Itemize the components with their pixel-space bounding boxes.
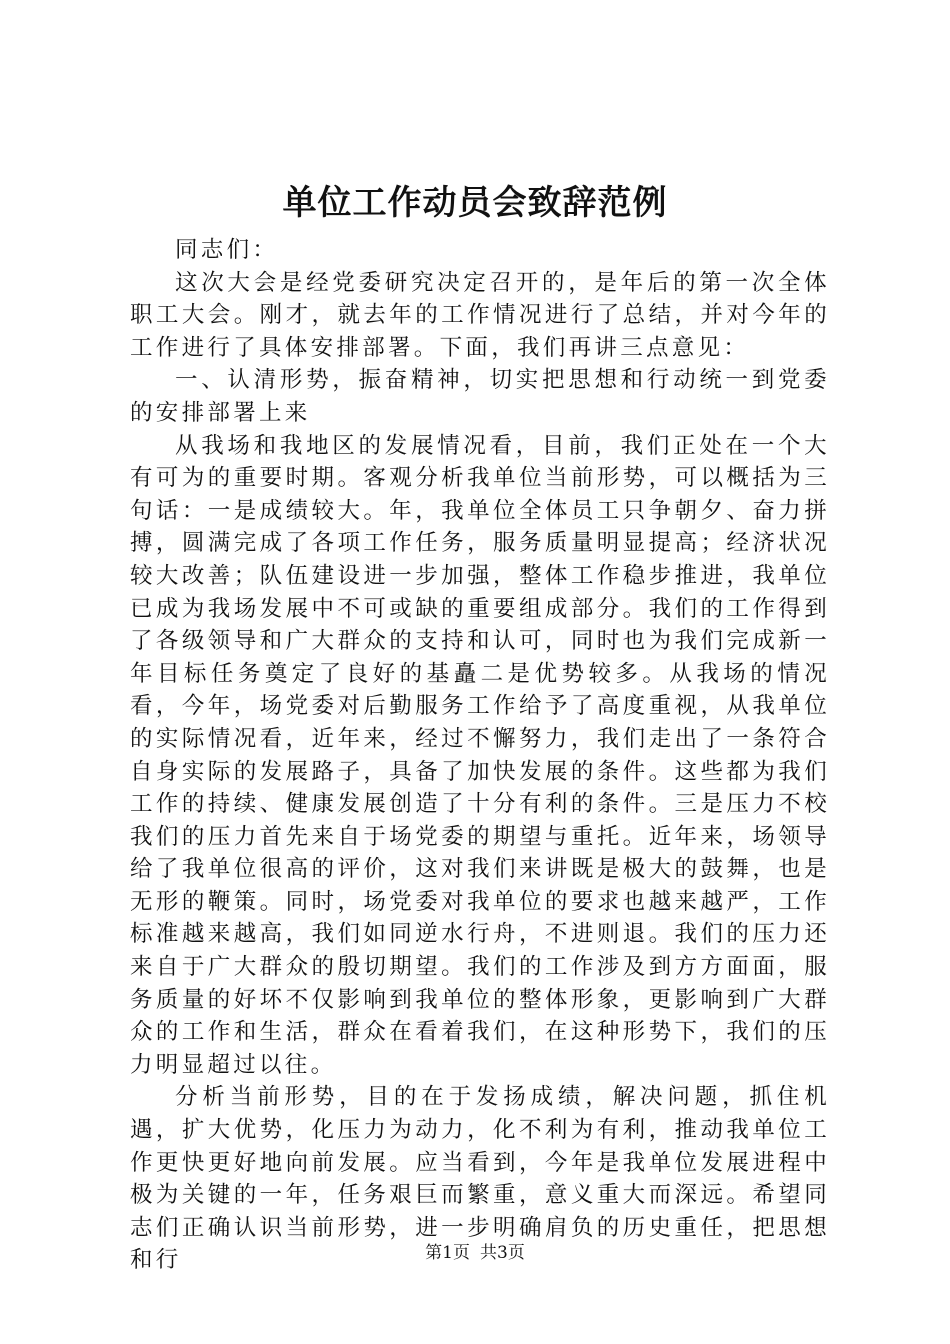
body-paragraph: 这次大会是经党委研究决定召开的，是年后的第一次全体职工大会。刚才，就去年的工作情况进行了总结，并对今年的工作进行了具体安排部署。下面，我们再讲三点意见： bbox=[130, 269, 830, 361]
body-paragraph: 从我场和我地区的发展情况看，目前，我们正处在一个大有可为的重要时期。客观分析我单位当前形势，可以概括为三句话：一是成绩较大。年，我单位全体员工只争朝夕、奋力拼搏，圆满完成了各项工作任务，服务质量明显提高；经济状况较大改善；队伍建设进一步加强，整体工作稳步推进，我单位已成为我场发展中不可或缺的重要组成部分。我们的工作得到了各级领导和广大群众的支持和认可，同时也为我们完成新一年目标任务奠定了良好的基矗二是优势较多。从我场的情况看，今年，场党委对后勤服务工作给予了高度重视，从我单位的实际情况看，近年来，经过不懈努力，我们走出了一条符合自身实际的发展路子，具备了加快发展的条件。这些都为我们工作的持续、健康发展创造了十分有利的条件。三是压力不校我们的压力首先来自于场党委的期望与重托。近年来，场领导给了我单位很高的评价，这对我们来讲既是极大的鼓舞，也是无形的鞭策。同时，场党委对我单位的要求也越来越严，工作标准越来越高，我们如同逆水行舟，不进则退。我们的压力还来自于广大群众的殷切期望。我们的工作涉及到方方面面，服务质量的好坏不仅影响到我单位的整体形象，更影响到广大群众的工作和生活，群众在看着我们，在这种形势下，我们的压力明显超过以往。 bbox=[130, 432, 830, 1078]
page-number: 第1页 bbox=[425, 1243, 470, 1263]
page-footer bbox=[0, 1242, 950, 1264]
document-body bbox=[130, 234, 830, 1277]
page-total: 共3页 bbox=[480, 1243, 525, 1263]
body-paragraph: 分析当前形势，目的在于发扬成绩，解决问题，抓住机遇，扩大优势，化压力为动力，化不利为有利，推动我单位工作更快更好地向前发展。应当看到，今年是我单位发展进程中极为关键的一年，任务艰巨而繁重，意义重大而深远。希望同志们正确认识当前形势，进一步明确肩负的历史重任，把思想和行 bbox=[130, 1084, 830, 1274]
section-heading: 一、认清形势，振奋精神，切实把思想和行动统一到党委的安排部署上来 bbox=[130, 367, 830, 426]
document-title: 单位工作动员会致辞范例 bbox=[282, 183, 668, 223]
salutation: 同志们： bbox=[175, 237, 279, 263]
